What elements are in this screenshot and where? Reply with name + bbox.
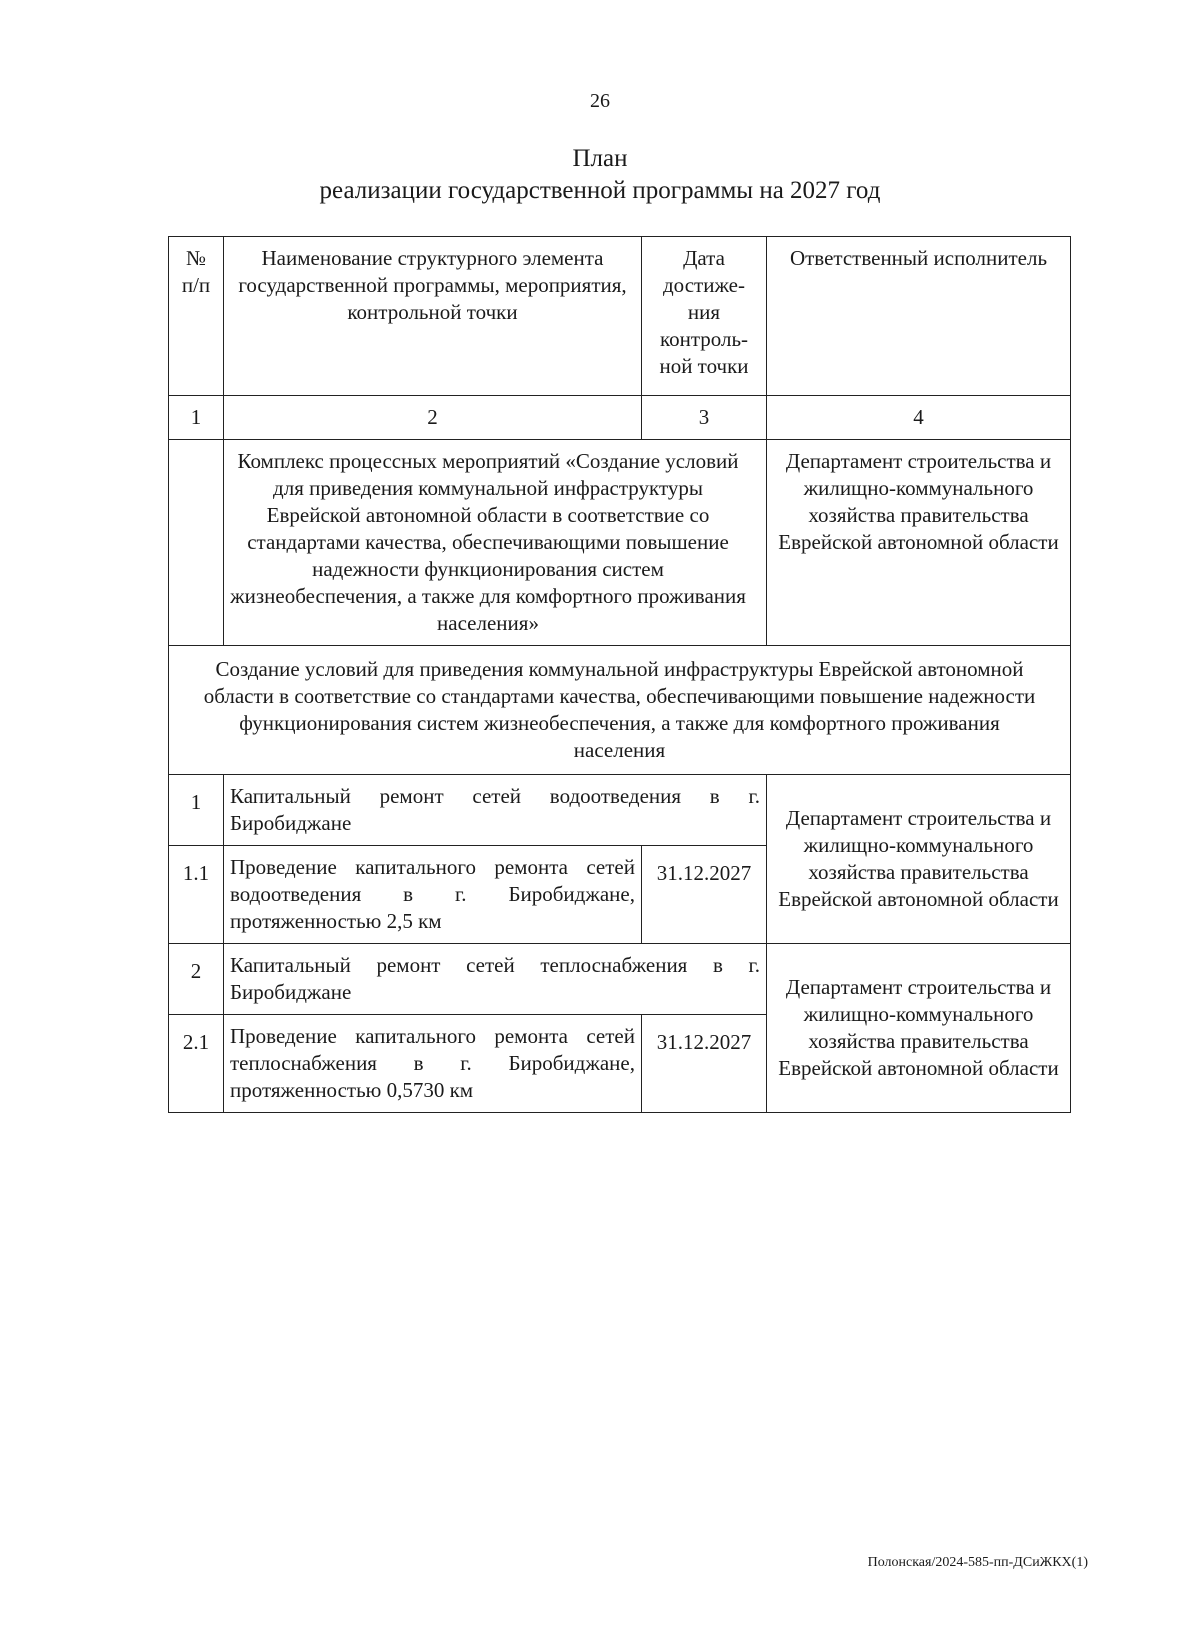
column-index-1: 1 <box>169 396 224 440</box>
row-name: Капитальный ремонт сетей водоотведения в г. Биробиджане <box>224 775 767 846</box>
header-number: № п/п <box>169 237 224 396</box>
title-line-2: реализации государственной программы на 2027 год <box>319 177 881 204</box>
complex-executor: Департамент строительства и жилищно-коммунального хозяйства правительства Еврейской автономной области <box>767 440 1071 646</box>
column-index-4: 4 <box>767 396 1071 440</box>
row-number: 1.1 <box>169 846 224 944</box>
column-index-2: 2 <box>224 396 642 440</box>
row-number: 1 <box>169 775 224 846</box>
row-name: Проведение капитального ремонта сетей водоотведения в г. Биробиджане, протяженностью 2,5 км <box>224 846 642 944</box>
row-name: Проведение капитального ремонта сетей теплоснабжения в г. Биробиджане, протяженностью 0,5730 км <box>224 1015 642 1113</box>
footer-document-code: Полонская/2024-585-пп-ДСиЖКХ(1) <box>867 1555 1088 1570</box>
title-line-1: План <box>572 145 628 172</box>
plan-table <box>168 236 1071 1113</box>
header-element-name: Наименование структурного элемента государственной программы, мероприятия, контрольной точки <box>224 237 642 396</box>
header-date: Дата достиже-ния контроль-ной точки <box>642 237 767 396</box>
header-executor: Ответственный исполнитель <box>767 237 1071 396</box>
complex-row <box>169 440 1071 646</box>
row-name: Капитальный ремонт сетей теплоснабжения в г. Биробиджане <box>224 944 767 1015</box>
row-date: 31.12.2027 <box>642 846 767 944</box>
row-executor: Департамент строительства и жилищно-коммунального хозяйства правительства Еврейской автономной области <box>767 944 1071 1113</box>
row-executor: Департамент строительства и жилищно-коммунального хозяйства правительства Еврейской автономной области <box>767 775 1071 944</box>
complex-number <box>169 440 224 646</box>
complex-name: Комплекс процессных мероприятий «Создание условий для приведения коммунальной инфраструктуры Еврейской автономной области в соответствие со стандартами качества, обеспечивающими повышение надежности функционирования систем жизнеобеспечения, а также для комфортного проживания населения» <box>224 440 767 646</box>
row-number: 2 <box>169 944 224 1015</box>
column-index-3: 3 <box>642 396 767 440</box>
row-date: 31.12.2027 <box>642 1015 767 1113</box>
row-number: 2.1 <box>169 1015 224 1113</box>
document-title <box>0 143 1200 207</box>
table-row <box>169 775 1071 846</box>
page-number: 26 <box>590 90 610 112</box>
table-header-row <box>169 237 1071 396</box>
table-row <box>169 944 1071 1015</box>
column-index-row <box>169 396 1071 440</box>
task-description: Создание условий для приведения коммунальной инфраструктуры Еврейской автономной области в соответствие со стандартами качества, обеспечивающими повышение надежности функционирования систем жизнеобеспечения, а также для комфортного проживания населения <box>169 646 1071 775</box>
task-row <box>169 646 1071 775</box>
